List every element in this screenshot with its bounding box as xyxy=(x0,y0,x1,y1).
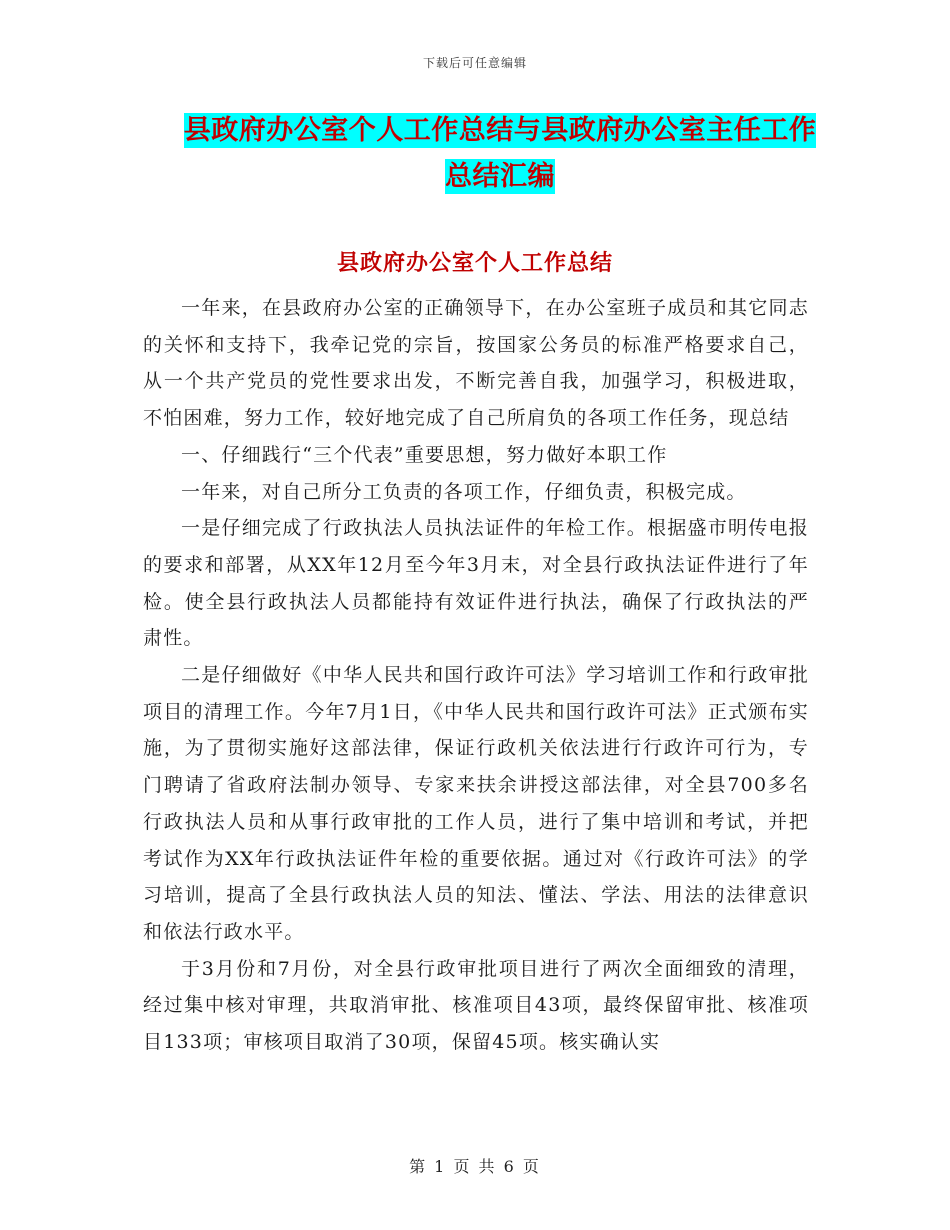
page-header-note: 下载后可任意编辑 xyxy=(422,56,527,70)
paragraph: 一年来，对自己所分工负责的各项工作，仔细负责，积极完成。 xyxy=(181,480,747,503)
document-body xyxy=(143,290,809,1061)
document-title-line-1: 县政府办公室个人工作总结与县政府办公室主任工作 xyxy=(183,115,817,146)
paragraph: 二是仔细做好《中华人民共和国行政许可法》学习培训工作和行政审批项目的清理工作。今年7月1日，《中华人民共和国行政许可法》正式颁布实施，为了贯彻实施好这部法律，保证行政机关依法进行行政许可行为，专门聘请了省政府法制办领导、专家来扶余讲授这部法律，对全县700多名行政执法人员和从事行政审批的工作人员，进行了集中培训和考试，并把考试作为XX年行政执法证件年检的重要依据。通过对《行政许可法》的学习培训，提高了全县行政执法人员的知法、懂法、学法、用法的法律意识和依法行政水平。 xyxy=(143,664,809,943)
section-title: 县政府办公室个人工作总结 xyxy=(336,250,613,276)
page-number-footer: 第 1 页 共 6 页 xyxy=(409,1157,541,1176)
document-title-line-2: 总结汇编 xyxy=(445,161,555,192)
paragraph: 于3月份和7月份，对全县行政审批项目进行了两次全面细致的清理，经过集中核对审理，共取消审批、核准项目43项，最终保留审批、核准项目133项；审核项目取消了30项，保留45项。核实确认实 xyxy=(143,957,809,1054)
paragraph: 一、仔细践行“三个代表”重要思想，努力做好本职工作 xyxy=(181,443,668,466)
paragraph: 一年来，在县政府办公室的正确领导下，在办公室班子成员和其它同志的关怀和支持下，我牵记党的宗旨，按国家公务员的标准严格要求自己，从一个共产党员的党性要求出发，不断完善自我，加强学习，积极进取，不怕困难，努力工作，较好地完成了自己所肩负的各项工作任务，现总结 xyxy=(143,297,809,430)
paragraph: 一是仔细完成了行政执法人员执法证件的年检工作。根据盛市明传电报的要求和部署，从XX年12月至今年3月末，对全县行政执法证件进行了年检。使全县行政执法人员都能持有效证件进行执法，确保了行政执法的严肃性。 xyxy=(143,517,809,650)
document-title xyxy=(140,108,860,200)
